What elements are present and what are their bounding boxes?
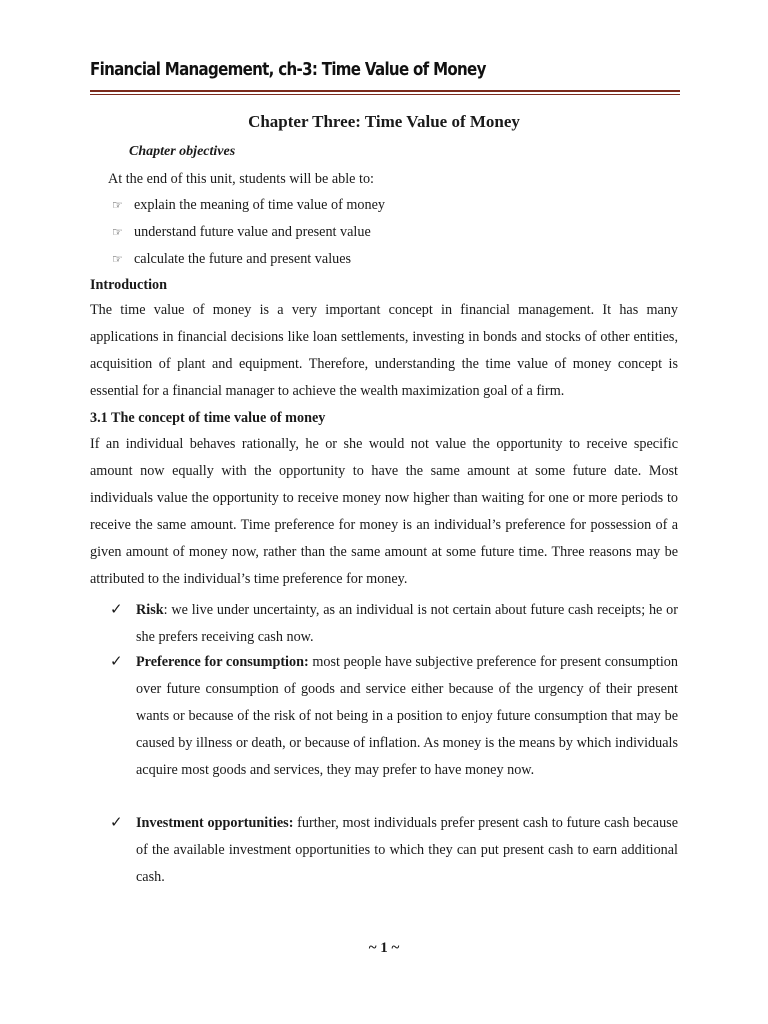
reason-term: Risk [136,602,164,618]
objective-text: explain the meaning of time value of money [134,197,385,213]
objective-text: understand future value and present value [134,224,371,240]
page-number: ~ 1 ~ [368,940,400,956]
objective-text: calculate the future and present values [134,251,352,267]
reason-item [136,597,678,651]
reason-text: further, most individuals prefer present cash to future cash because of the available investment opportunities to which they can put present cash to earn additional cash. [136,815,678,885]
objectives-heading: Chapter objectives [129,144,236,159]
checkmark-icon: ✓ [110,813,123,831]
reason-item [136,649,678,784]
checkmark-icon: ✓ [110,600,123,618]
reason-term: Investment opportunities: [136,815,294,831]
header-rule [90,90,680,92]
header-rule-thin [90,94,680,95]
introduction-heading: Introduction [90,277,167,293]
reason-item [136,810,678,891]
section-paragraph: If an individual behaves rationally, he or she would not value the opportunity to receive specific amount now equally with the opportunity to have the same amount at some future date. Most individuals value the opportunity to receive money now higher than waiting for one or more periods to receive the same amount. Time preference for money is an individual’s preference for possession of a given amount of money now, rather than the same amount at some future time. Three reasons may be attributed to the individual’s time preference for money. [90,436,678,587]
introduction-paragraph: The time value of money is a very important concept in financial management. It has many applications in financial decisions like loan settlements, investing in bonds and stocks of other entities, acquisition of plant and equipment. Therefore, understanding the time value of money concept is essential for a financial manager to achieve the wealth maximization goal of a firm. [90,302,678,399]
checkmark-icon: ✓ [110,652,123,670]
pointing-hand-icon: ☞ [112,198,123,212]
objectives-intro: At the end of this unit, students will be able to: [108,171,374,187]
reason-term: Preference for consumption: [136,654,309,670]
objective-item [112,250,351,268]
section-heading: 3.1 The concept of time value of money [90,410,326,426]
reason-text: most people have subjective preference for present consumption over future consumption of goods and service either because of the urgency of their present wants or because of the risk of not being in a position to enjoy future consumption that may be caused by illness or death, or because of inflation. As money is the means by which individuals acquire most goods and services, they may prefer to have money now. [136,654,678,778]
running-header: Financial Management, ch-3: Time Value of Money [90,60,486,80]
pointing-hand-icon: ☞ [112,252,123,266]
objective-item [112,196,385,214]
pointing-hand-icon: ☞ [112,225,123,239]
chapter-title: Chapter Three: Time Value of Money [248,112,520,131]
objective-item [112,223,371,241]
reason-text: : we live under uncertainty, as an individual is not certain about future cash receipts; he or she prefers receiving cash now. [136,602,678,645]
